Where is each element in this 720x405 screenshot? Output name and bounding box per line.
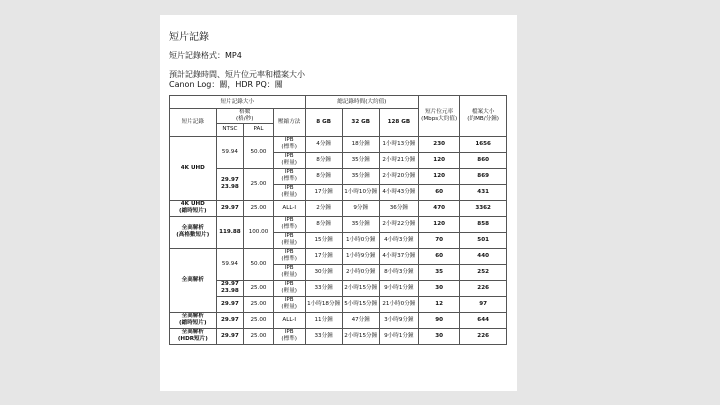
fps-ntsc: 59.94 — [216, 248, 244, 280]
time-8gb: 30分鐘 — [305, 264, 342, 280]
time-32gb: 1小時10分鐘 — [342, 184, 379, 200]
time-32gb: 35分鐘 — [342, 152, 379, 168]
time-128gb: 4小時43分鐘 — [379, 184, 418, 200]
time-128gb: 1小時13分鐘 — [379, 136, 418, 152]
time-8gb: 2分鐘 — [305, 200, 342, 216]
compression-cell: IPB (輕量) — [273, 264, 305, 280]
row-label-fullhd-hdr: 全高解析 (HDR短片) — [170, 328, 217, 344]
filesize-cell: 644 — [460, 312, 507, 328]
time-32gb: 2小時15分鐘 — [342, 280, 379, 296]
intro-line-1: 預計記錄時間、短片位元率和檔案大小 — [169, 70, 305, 79]
fps-ntsc: 119.88 — [216, 216, 244, 248]
bitrate-cell: 60 — [418, 248, 459, 264]
recording-table — [169, 95, 507, 345]
time-128gb: 9小時1分鐘 — [379, 280, 418, 296]
filesize-cell: 501 — [460, 232, 507, 248]
time-8gb: 33分鐘 — [305, 328, 342, 344]
time-128gb: 8小時3分鐘 — [379, 264, 418, 280]
filesize-cell: 3362 — [460, 200, 507, 216]
time-128gb: 4小時3分鐘 — [379, 232, 418, 248]
bitrate-cell: 60 — [418, 184, 459, 200]
fps-ntsc: 29.97 — [216, 312, 244, 328]
fps-pal: 25.00 — [244, 280, 274, 296]
time-32gb: 2小時0分鐘 — [342, 264, 379, 280]
bitrate-cell: 120 — [418, 168, 459, 184]
time-128gb: 2小時22分鐘 — [379, 216, 418, 232]
document-page — [160, 15, 517, 391]
time-128gb: 2小時20分鐘 — [379, 168, 418, 184]
header-8gb: 8 GB — [305, 109, 342, 137]
filesize-cell: 226 — [460, 280, 507, 296]
bitrate-cell: 470 — [418, 200, 459, 216]
time-128gb: 21小時0分鐘 — [379, 296, 418, 312]
compression-cell: IPB (標準) — [273, 168, 305, 184]
compression-cell: IPB (輕量) — [273, 184, 305, 200]
bitrate-cell: 70 — [418, 232, 459, 248]
compression-cell: IPB (標準) — [273, 248, 305, 264]
compression-cell: IPB (輕量) — [273, 232, 305, 248]
time-8gb: 1小時18分鐘 — [305, 296, 342, 312]
time-8gb: 17分鐘 — [305, 184, 342, 200]
time-32gb: 9分鐘 — [342, 200, 379, 216]
row-label-fullhd-hfr: 全高解析 (高格數短片) — [170, 216, 217, 248]
fps-ntsc: 29.97 23.98 — [216, 280, 244, 296]
header-pal: PAL — [244, 123, 274, 136]
time-8gb: 15分鐘 — [305, 232, 342, 248]
time-128gb: 2小時21分鐘 — [379, 152, 418, 168]
time-8gb: 11分鐘 — [305, 312, 342, 328]
page-title: 短片記錄 — [169, 32, 209, 43]
compression-cell: IPB (輕量) — [273, 280, 305, 296]
header-ntsc: NTSC — [216, 123, 244, 136]
bitrate-cell: 120 — [418, 152, 459, 168]
time-32gb: 2小時15分鐘 — [342, 328, 379, 344]
fps-pal: 25.00 — [244, 312, 274, 328]
time-128gb: 9小時1分鐘 — [379, 328, 418, 344]
header-128gb: 128 GB — [379, 109, 418, 137]
header-size-group: 短片記錄大小 — [170, 96, 306, 109]
time-8gb: 8分鐘 — [305, 216, 342, 232]
bitrate-cell: 230 — [418, 136, 459, 152]
row-label-4k-uhd: 4K UHD — [170, 136, 217, 200]
time-8gb: 8分鐘 — [305, 152, 342, 168]
fps-pal: 25.00 — [244, 328, 274, 344]
fps-ntsc: 29.97 — [216, 328, 244, 344]
time-32gb: 47分鐘 — [342, 312, 379, 328]
filesize-cell: 858 — [460, 216, 507, 232]
time-32gb: 35分鐘 — [342, 216, 379, 232]
time-8gb: 4分鐘 — [305, 136, 342, 152]
time-8gb: 33分鐘 — [305, 280, 342, 296]
filesize-cell: 440 — [460, 248, 507, 264]
time-32gb: 1小時9分鐘 — [342, 248, 379, 264]
format-line: 短片記錄格式：MP4 — [169, 51, 242, 60]
row-label-4k-timelapse: 4K UHD (縮時短片) — [170, 200, 217, 216]
time-32gb: 5小時15分鐘 — [342, 296, 379, 312]
filesize-cell: 869 — [460, 168, 507, 184]
fps-ntsc: 29.97 — [216, 200, 244, 216]
fps-pal: 100.00 — [244, 216, 274, 248]
time-128gb: 4小時37分鐘 — [379, 248, 418, 264]
compression-cell: IPB (輕量) — [273, 296, 305, 312]
time-8gb: 17分鐘 — [305, 248, 342, 264]
bitrate-cell: 30 — [418, 280, 459, 296]
filesize-cell: 860 — [460, 152, 507, 168]
bitrate-cell: 30 — [418, 328, 459, 344]
fps-ntsc: 59.94 — [216, 136, 244, 168]
time-32gb: 35分鐘 — [342, 168, 379, 184]
header-total-time: 總記錄時間(大約值) — [305, 96, 418, 109]
header-compression: 壓縮方法 — [273, 109, 305, 137]
compression-cell: ALL-I — [273, 200, 305, 216]
fps-ntsc: 29.97 — [216, 296, 244, 312]
compression-cell: IPB (標準) — [273, 328, 305, 344]
compression-cell: IPB (標準) — [273, 216, 305, 232]
time-128gb: 36分鐘 — [379, 200, 418, 216]
filesize-cell: 1656 — [460, 136, 507, 152]
header-rec-size: 短片記錄 — [170, 109, 217, 137]
row-label-fullhd: 全高解析 — [170, 248, 217, 312]
header-32gb: 32 GB — [342, 109, 379, 137]
time-32gb: 18分鐘 — [342, 136, 379, 152]
filesize-cell: 226 — [460, 328, 507, 344]
bitrate-cell: 90 — [418, 312, 459, 328]
fps-ntsc: 29.97 23.98 — [216, 168, 244, 200]
fps-pal: 50.00 — [244, 248, 274, 280]
compression-cell: IPB (標準) — [273, 136, 305, 152]
fps-pal: 25.00 — [244, 200, 274, 216]
filesize-cell: 431 — [460, 184, 507, 200]
header-bitrate: 短片位元率 (Mbps大約值) — [418, 96, 459, 137]
row-label-fullhd-timelapse: 全高解析 (縮時短片) — [170, 312, 217, 328]
time-32gb: 1小時0分鐘 — [342, 232, 379, 248]
time-8gb: 8分鐘 — [305, 168, 342, 184]
time-128gb: 3小時9分鐘 — [379, 312, 418, 328]
header-fps: 格數 (格/秒) — [216, 109, 273, 124]
intro-line-2: Canon Log：關，HDR PQ：關 — [169, 80, 283, 89]
bitrate-cell: 35 — [418, 264, 459, 280]
filesize-cell: 97 — [460, 296, 507, 312]
compression-cell: IPB (輕量) — [273, 152, 305, 168]
fps-pal: 25.00 — [244, 168, 274, 200]
fps-pal: 50.00 — [244, 136, 274, 168]
bitrate-cell: 120 — [418, 216, 459, 232]
compression-cell: ALL-I — [273, 312, 305, 328]
header-filesize: 檔案大小 (約MB/分鐘) — [460, 96, 507, 137]
bitrate-cell: 12 — [418, 296, 459, 312]
fps-pal: 25.00 — [244, 296, 274, 312]
filesize-cell: 252 — [460, 264, 507, 280]
